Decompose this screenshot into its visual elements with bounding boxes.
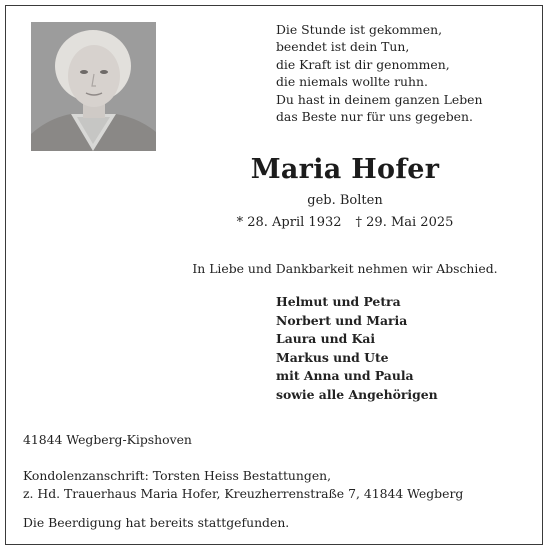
location-text: 41844 Wegberg-Kipshoven	[23, 432, 192, 447]
mourner-line: sowie alle Angehörigen	[276, 386, 438, 402]
portrait-photo	[31, 22, 156, 151]
birth-date: * 28. April 1932	[236, 215, 342, 230]
condolence-line: z. Hd. Trauerhaus Maria Hofer, Kreuzherrenstraße 7, 41844 Wegberg	[23, 485, 464, 501]
poem-line: die Kraft ist dir genommen,	[276, 56, 450, 72]
mourner-line: Norbert und Maria	[276, 312, 408, 328]
poem-line: das Beste nur für uns gegeben.	[276, 109, 473, 125]
poem-line: die niemals wollte ruhn.	[276, 74, 428, 90]
deceased-name: Maria Hofer	[250, 154, 440, 185]
mourner-line: Markus und Ute	[276, 349, 389, 365]
poem-line: beendet ist dein Tun,	[276, 39, 410, 55]
life-dates	[160, 215, 530, 230]
mourner-line: Laura und Kai	[276, 331, 376, 346]
condolence-line: Kondolenzanschrift: Torsten Heiss Bestattungen,	[23, 468, 332, 483]
poem-line: Du hast in deinem ganzen Leben	[276, 91, 483, 107]
mourner-line: Helmut und Petra	[276, 294, 401, 309]
death-date: † 29. Mai 2025	[355, 215, 454, 230]
funeral-note	[23, 514, 533, 532]
birth-name: geb. Bolten	[307, 193, 383, 208]
mourners-list	[276, 293, 526, 404]
condolence-address	[23, 467, 533, 502]
memorial-poem	[276, 21, 536, 125]
farewell-text: In Liebe und Dankbarkeit nehmen wir Abschied.	[192, 261, 498, 276]
location-line	[23, 431, 533, 449]
poem-line: Die Stunde ist gekommen,	[276, 22, 443, 37]
portrait-illustration	[31, 22, 156, 151]
mourner-line: mit Anna und Paula	[276, 368, 414, 383]
funeral-note-text: Die Beerdigung hat bereits stattgefunden.	[23, 515, 290, 530]
